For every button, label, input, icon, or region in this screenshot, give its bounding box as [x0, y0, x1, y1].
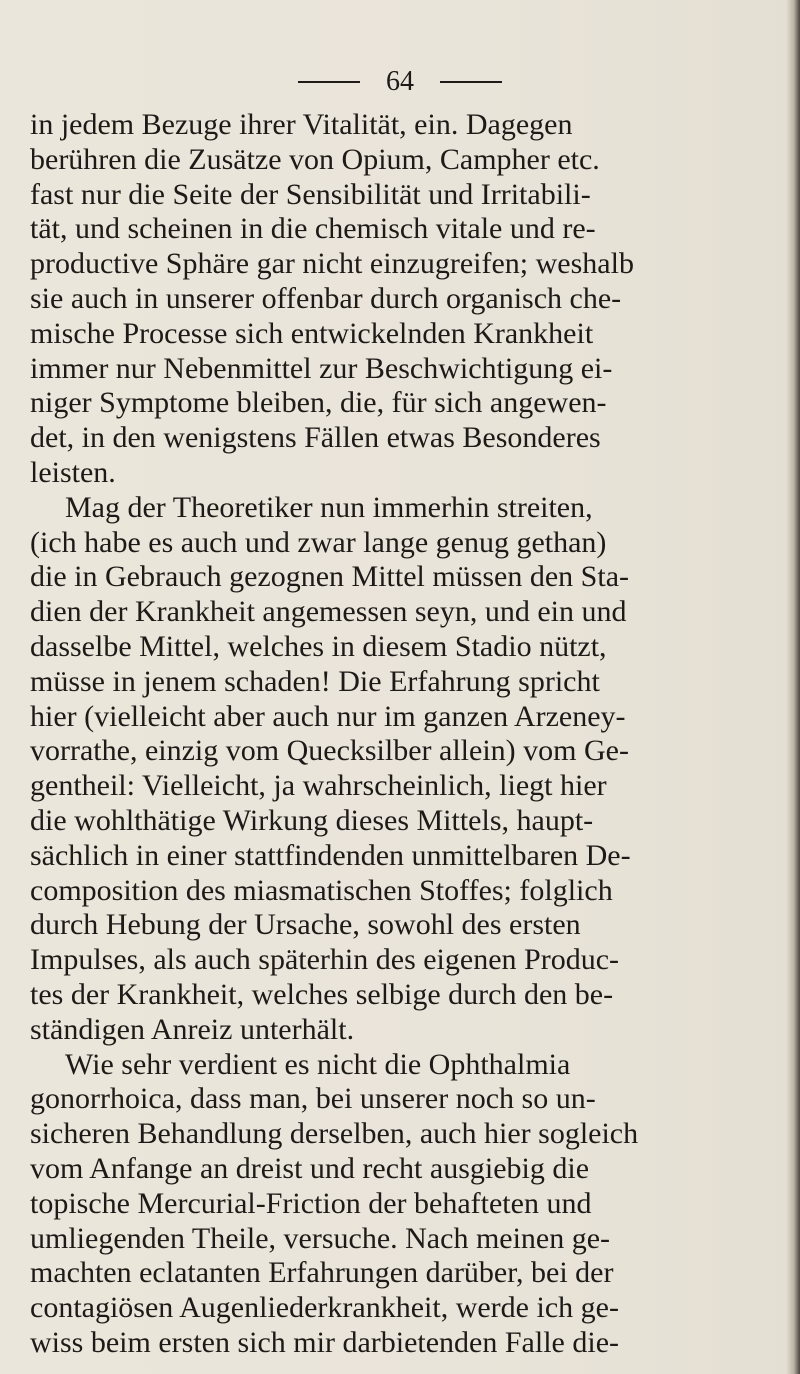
text-line: vom Anfange an dreist und recht ausgiebig die — [30, 1151, 590, 1185]
text-line: berühren die Zusätze von Opium, Campher etc. — [30, 142, 600, 176]
text-line: die in Gebrauch gezognen Mittel müssen den Sta- — [30, 560, 630, 594]
paragraph-start-line: Wie sehr verdient es nicht die Ophthalmia — [65, 1047, 571, 1081]
text-line: gentheil: Vielleicht, ja wahrscheinlich, liegt hier — [30, 769, 607, 803]
text-line: leisten. — [30, 455, 116, 489]
text-line: wiss beim ersten sich mir darbietenden Falle die- — [30, 1325, 619, 1359]
body-text — [30, 108, 730, 1361]
text-line: contagiösen Augenliederkrankheit, werde ich ge- — [30, 1291, 619, 1325]
text-line: fast nur die Seite der Sensibilität und Irritabili- — [30, 177, 591, 211]
text-line: niger Symptome bleiben, die, für sich angewen- — [30, 386, 607, 420]
text-line: mische Processe sich entwickelnden Krankheit — [30, 316, 594, 350]
text-line: sicheren Behandlung derselben, auch hier sogleich — [30, 1117, 639, 1151]
text-line: sächlich in einer stattfindenden unmittelbaren De- — [30, 838, 631, 872]
paragraph-start-line: Mag der Theoretiker nun immerhin streiten, — [65, 490, 593, 524]
text-line: (ich habe es auch und zwar lange genug gethan) — [30, 525, 607, 559]
text-line: tät, und scheinen in die chemisch vitale und re- — [30, 212, 596, 246]
text-line: dasselbe Mittel, welches in diesem Stadio nützt, — [30, 629, 607, 663]
text-line: Impulses, als auch späterhin des eigenen Produc- — [30, 943, 619, 977]
text-line: hier (vielleicht aber auch nur im ganzen Arzeney- — [30, 699, 626, 733]
text-line: machten eclatanten Erfahrungen darüber, bei der — [30, 1256, 614, 1290]
text-line: gonorrhoica, dass man, bei unserer noch so un- — [30, 1082, 596, 1116]
text-line: durch Hebung der Ursache, sowohl des ersten — [30, 908, 581, 942]
page-edge-shadow — [786, 0, 800, 1374]
page-number: 64 — [386, 66, 414, 97]
header-rule-right — [440, 81, 502, 83]
text-line: topische Mercurial-Friction der behafteten und — [30, 1186, 592, 1220]
text-line: sie auch in unserer offenbar durch organisch che- — [30, 281, 622, 315]
text-line: productive Sphäre gar nicht einzugreifen; weshalb — [30, 247, 634, 281]
text-line: dien der Krankheit angemessen seyn, und ein und — [30, 595, 627, 629]
header-rule-left — [298, 81, 360, 83]
text-line: det, in den wenigstens Fällen etwas Besonderes — [30, 421, 601, 455]
text-line: tes der Krankheit, welches selbige durch den be- — [30, 977, 614, 1011]
text-line: müsse in jenem schaden! Die Erfahrung spricht — [30, 664, 600, 698]
text-line: composition des miasmatischen Stoffes; folglich — [30, 873, 613, 907]
text-line: vorrathe, einzig vom Quecksilber allein) vom Ge- — [30, 734, 629, 768]
text-line: umliegenden Theile, versuche. Nach meinen ge- — [30, 1221, 611, 1255]
text-line: ständigen Anreiz unterhält. — [30, 1012, 355, 1046]
text-line: die wohlthätige Wirkung dieses Mittels, haupt- — [30, 803, 594, 837]
page-header — [0, 62, 800, 102]
text-line: in jedem Bezuge ihrer Vitalität, ein. Dagegen — [30, 108, 573, 141]
text-line: immer nur Nebenmittel zur Beschwichtigung ei- — [30, 351, 613, 385]
